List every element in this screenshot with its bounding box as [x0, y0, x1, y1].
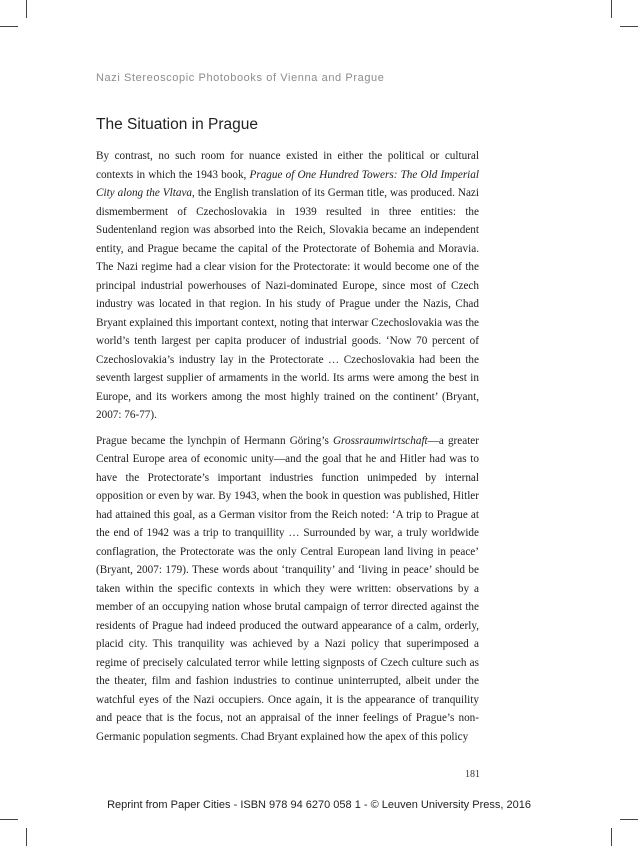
text-run: Prague became the lynchpin of Hermann Göring’s: [96, 434, 333, 447]
body-text: [96, 147, 479, 746]
page-number: 181: [465, 769, 480, 780]
foreign-term: Grossraumwirtschaft: [332, 434, 428, 447]
crop-mark: [26, 828, 27, 846]
section-title: The Situation in Prague: [96, 116, 258, 133]
book-title: Prague of One Hundred Towers: The Old Imperial City along the Vltava: [96, 168, 479, 199]
paragraph: [96, 432, 479, 747]
crop-mark: [611, 0, 612, 18]
crop-mark: [0, 26, 18, 27]
crop-mark: [620, 26, 638, 27]
text-run: By contrast, no such room for nuance existed in either the political or cultural contexts in which the 1943 book,: [96, 150, 479, 181]
crop-mark: [611, 828, 612, 846]
text-run: , the English translation of its German title, was produced. Nazi dismemberment of Czechoslovakia in 1939 resulted in three entities: the Sudentenland region was absorbed into the Reich, Slovakia became an independent entity, and Prague became the capital of the Protectorate of Bohemia and Moravia. The Nazi regime had a clear vision for the Protectorate: it would become one of the principal industrial powerhouses of Nazi-dominated Europe, since most of Czech industry was located in that region. In his study of Prague under the Nazis, Chad Bryant explained this important context, noting that interwar Czechoslovakia was the world’s tenth largest per capita producer of industrial goods. ‘Now 70 percent of Czechoslovakia’s industry lay in the Protectorate … Czechoslovakia had been the seventh largest supplier of armaments in the world. Its arms were among the best in Europe, and its workers among the most highly trained on the continent’ (Bryant, 2007: 76-77).: [96, 187, 479, 421]
reprint-notice: Reprint from Paper Cities - ISBN 978 94 6270 058 1 - © Leuven University Press, 2016: [107, 799, 531, 811]
crop-mark: [26, 0, 27, 18]
crop-mark: [0, 819, 18, 820]
running-head: Nazi Stereoscopic Photobooks of Vienna and Prague: [96, 72, 385, 84]
paragraph: [96, 147, 479, 425]
text-run: —a greater Central Europe area of economic unity—and the goal that he and Hitler had was to have the Protectorate’s important industries function unimpeded by internal opposition or even by war. By 1943, when the book in question was published, Hitler had attained this goal, as a German visitor from the Reich noted: ‘A trip to Prague at the end of 1942 was a trip to tranquillity … Surrounded by war, a truly worldwide conflagration, the Protectorate was the only Central European land living in peace’ (Bryant, 2007: 179). These words about ‘tranquility’ and ‘living in peace’ should be taken within the specific contexts in which they were written: observations by a member of an occupying nation whose brutal campaign of terror directed against the residents of Prague had indeed produced the outward appearance of a calm, orderly, placid city. This tranquility was achieved by a Nazi policy that superimposed a regime of precisely calculated terror while letting signposts of Czech culture such as the theater, film and fashion industries to continue uninterrupted, albeit under the watchful eyes of the Nazi occupiers. Once again, it is the appearance of tranquility and peace that is the focus, not an appraisal of the inner feelings of Prague’s non-Germanic population segments. Chad Bryant explained how the apex of this policy: [96, 434, 479, 743]
crop-mark: [620, 819, 638, 820]
